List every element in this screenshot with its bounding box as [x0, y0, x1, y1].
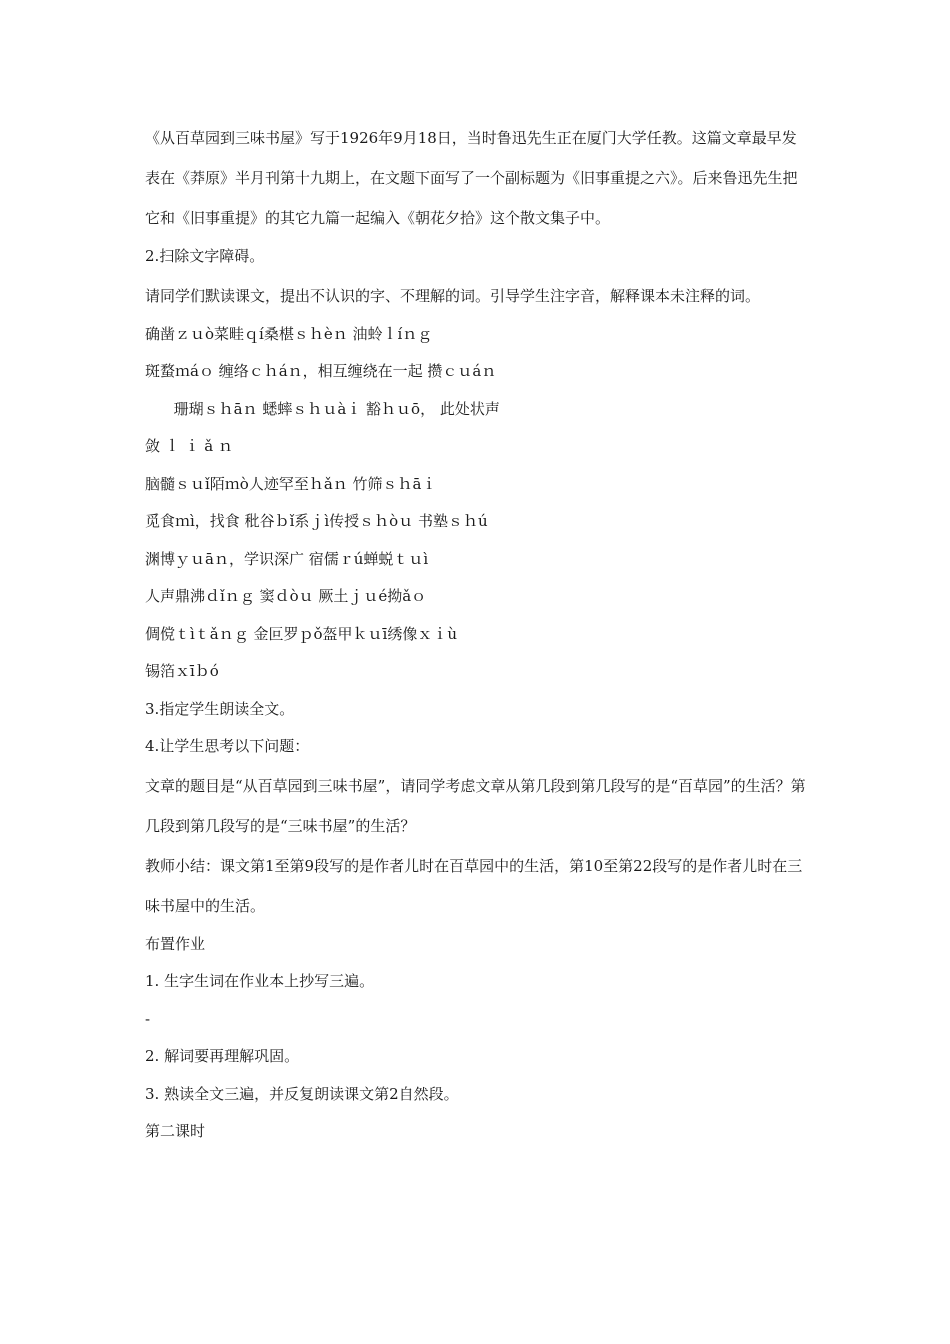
- step-3-heading: 3.指定学生朗读全文。: [145, 699, 295, 718]
- vocab-line: 人声鼎沸ｄǐｎｇ 窦ｄòｕ 厥土ｊｕé拗ǎｏ: [145, 587, 427, 605]
- vocab-line: 珊瑚ｓｈāｎ 蟋蟀ｓｈｕàｉ 豁ｈｕō， 此处状声: [145, 399, 500, 418]
- document-body: [145, 118, 810, 1151]
- vocab-line: 斑蝥ｍáｏ 缠络ｃｈáｎ，相互缠绕在一起 攒ｃｕáｎ: [145, 362, 497, 380]
- vocab-line: 脑髓ｓｕǐ陌ｍò人迹罕至ｈǎｎ 竹筛ｓｈāｉ: [145, 474, 437, 493]
- vocab-line: 觅食ｍì，找食 秕谷ｂǐ系ｊì传授ｓｈòｕ 书塾ｓｈú: [145, 512, 488, 530]
- vocab-line: 敛 ｌ ｉ ǎ ｎ: [145, 437, 234, 455]
- homework-heading: 布置作业: [145, 934, 206, 953]
- vocab-line: 倜傥ｔìｔǎｎｇ 金叵罗ｐǒ盔甲ｋｕī绣像ｘｉù: [145, 624, 457, 643]
- intro-paragraph: 《从百草园到三味书屋》写于1926年9月18日，当时鲁迅先生正在厦门大学任教。这篇文章最早发表在《莽原》半月刊第十九期上，在文题下面写了一个副标题为《旧事重提之六》。后来鲁迅先生把它和《旧事重提》的其它九篇一起编入《朝花夕拾》这个散文集子中。: [145, 129, 798, 227]
- vocab-line: 确凿ｚｕò菜畦ｑí桑椹ｓｈèｎ 油蛉ｌíｎｇ: [145, 324, 433, 343]
- homework-item-2: 2. 解词要再理解巩固。: [145, 1047, 300, 1065]
- instruction-paragraph: 请同学们默读课文，提出不认识的字、不理解的词。引导学生注字音，解释课本未注释的词。: [145, 286, 761, 305]
- section-heading-second-lesson: 第二课时: [145, 1122, 206, 1140]
- question-paragraph: 文章的题目是“从百草园到三味书屋”，请同学考虑文章从第几段到第几段写的是“百草园”的生活？第几段到第几段写的是“三味书屋”的生活？: [145, 776, 806, 835]
- homework-item-3: 3. 熟读全文三遍，并反复朗读课文第2自然段。: [145, 1084, 459, 1103]
- vocab-line: 锡箔ｘīｂó: [145, 662, 219, 680]
- homework-item-1: 1. 生字生词在作业本上抄写三遍。: [145, 972, 375, 990]
- step-4-heading: 4.让学生思考以下问题：: [145, 737, 310, 755]
- separator-dash: -: [145, 1009, 151, 1028]
- summary-paragraph: 教师小结：课文第1至第9段写的是作者儿时在百草园中的生活，第10至第22段写的是作者儿时在三味书屋中的生活。: [145, 856, 803, 915]
- vocab-line: 渊博ｙｕāｎ，学识深广 宿儒ｒú蝉蜕ｔｕì: [145, 549, 429, 568]
- step-2-heading: 2.扫除文字障碍。: [145, 247, 265, 265]
